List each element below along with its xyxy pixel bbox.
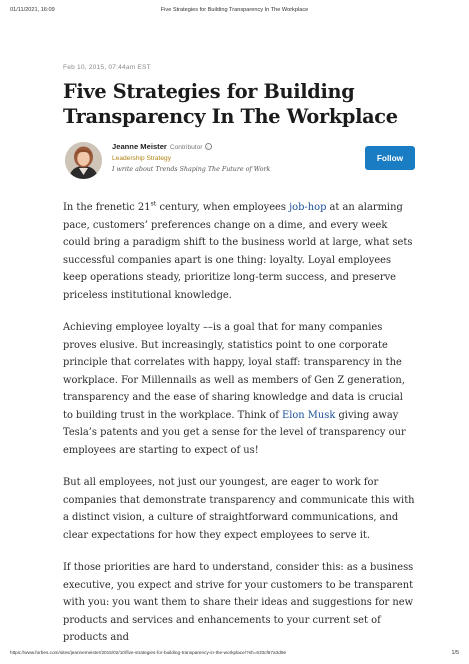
print-doc-title: Five Strategies for Building Transparency In The Workplace [160, 7, 309, 13]
author-byline [63, 141, 415, 183]
print-timestamp: 01/11/2021, 16:09 [10, 7, 55, 13]
print-page-number: 1/5 [451, 650, 459, 656]
author-role: Contributor [169, 144, 203, 151]
article [63, 64, 415, 662]
paragraph-4: If those priorities are hard to understand, consider this: as a business executive, you expect and strive for your customers to be transparent with you: you want them to share their ideas and suggestions for new products and services and enhancements to your current set of products and [63, 562, 414, 643]
author-avatar[interactable] [65, 142, 102, 179]
elon-musk-link[interactable]: Elon Musk [282, 409, 336, 421]
author-section-link[interactable]: Leadership Strategy [112, 155, 172, 162]
job-hop-link[interactable]: job-hop [289, 202, 327, 213]
info-icon[interactable]: i [205, 143, 212, 150]
paragraph-3: But all employees, not just our youngest, are eager to work for companies that demonstrate transparency and communicate this with a distinct vision, a culture of straightforward communications, and clear expectations for how they expect employees to serve it. [63, 477, 415, 541]
author-info [112, 142, 270, 175]
print-header [10, 7, 459, 17]
article-dateline: Feb 10, 2015, 07:44am EST [63, 64, 151, 71]
print-url: https://www.forbes.com/sites/jeannemeister/2015/02/10/five-strategies-for-building-transparency-in-the-workplace/?sh=633cf67a3d9e [10, 650, 287, 655]
article-body [63, 199, 415, 647]
author-name[interactable]: Jeanne Meister [112, 142, 167, 151]
author-tagline: I write about Trends Shaping The Future of Work [112, 166, 271, 173]
print-footer [10, 650, 459, 659]
superscript-st: st [150, 199, 157, 208]
article-title: Five Strategies for Building Transparency In The Workplace [63, 80, 398, 128]
author-avatar-image [65, 142, 102, 179]
follow-button[interactable]: Follow [365, 146, 415, 170]
paragraph-2: Achieving employee loyalty ––is a goal that for many companies proves elusive. But increasingly, statistics point to one corporate principle that correlates with happy, loyal staff: transparency in the workplace. For Millennails as well as members of Gen Z generation, transparency and the ease of sharing knowledge and data is crucial to building trust in the workplace. Think of Elon Musk giving away Tesla’s patents and you get a sense for the level of transparency our employees are starting to expect of us! [63, 322, 406, 456]
paragraph-1: In the frenetic 21st century, when employees job-hop at an alarming pace, customers’ preferences change on a dime, and every week could bring a paradigm shift to the business world at large, what sets successful companies apart is one thing: loyalty. Loyal employees keep operations steady, prioritize long-term success, and preserve priceless institutional knowledge. [63, 199, 413, 301]
